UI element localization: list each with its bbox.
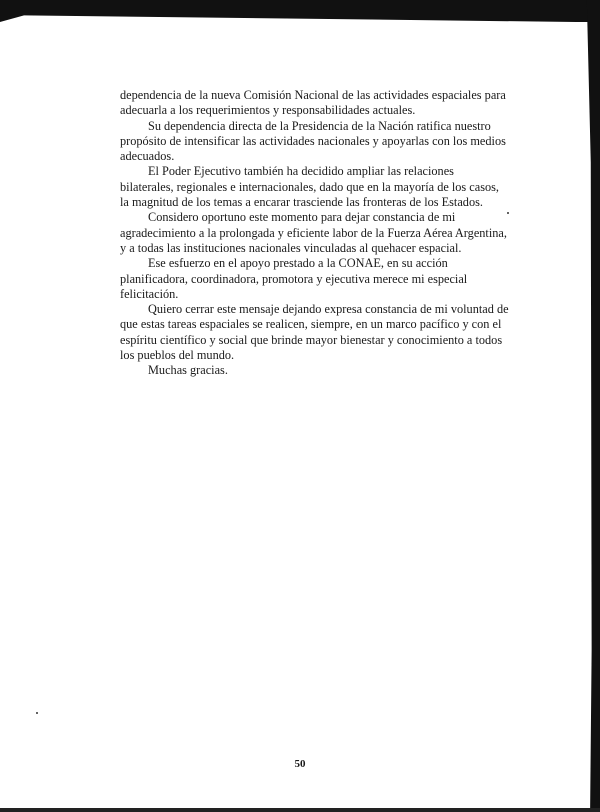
- scan-edge-top: [0, 0, 600, 22]
- paragraph-continuation: dependencia de la nueva Comisión Nacional de las actividades espaciales para adecuarla a los requerimientos y responsabilidades actuales.: [120, 88, 506, 118]
- paragraph: Ese esfuerzo en el apoyo prestado a la CONAE, en su acción planificadora, coordinadora, promotora y ejecutiva merece mi especial felicitación.: [120, 256, 468, 301]
- paragraph: Considero oportuno este momento para dejar constancia de mi agradecimiento a la prolongada y eficiente labor de la Fuerza Aérea Argentina, y a todas las instituciones nacionales vinculadas al quehacer espacial.: [120, 210, 507, 255]
- scan-speck: [507, 212, 509, 214]
- page-number: 50: [294, 758, 306, 770]
- scan-speck: [36, 712, 38, 714]
- paragraph: El Poder Ejecutivo también ha decidido ampliar las relaciones bilaterales, regionales e internacionales, dado que en la mayoría de los casos, la magnitud de los temas a encarar trasciende las fronteras de los Estados.: [120, 164, 500, 210]
- scan-edge-bottom: [0, 808, 600, 812]
- closing-line: Muchas gracias.: [148, 363, 228, 378]
- paragraph: Su dependencia directa de la Presidencia de la Nación ratifica nuestro propósito de intensificar las actividades nacionales y apoyarlas con los medios adecuados.: [120, 118, 506, 164]
- scan-edge-right: [578, 0, 600, 812]
- document-body: [120, 88, 510, 379]
- paragraph: Quiero cerrar este mensaje dejando expresa constancia de mi voluntad de que estas tareas espaciales se realicen, siempre, en un marco pacífico y con el espíritu científico y social que brinde mayor bienestar y conocimiento a todos los pueblos del mundo.: [120, 302, 509, 363]
